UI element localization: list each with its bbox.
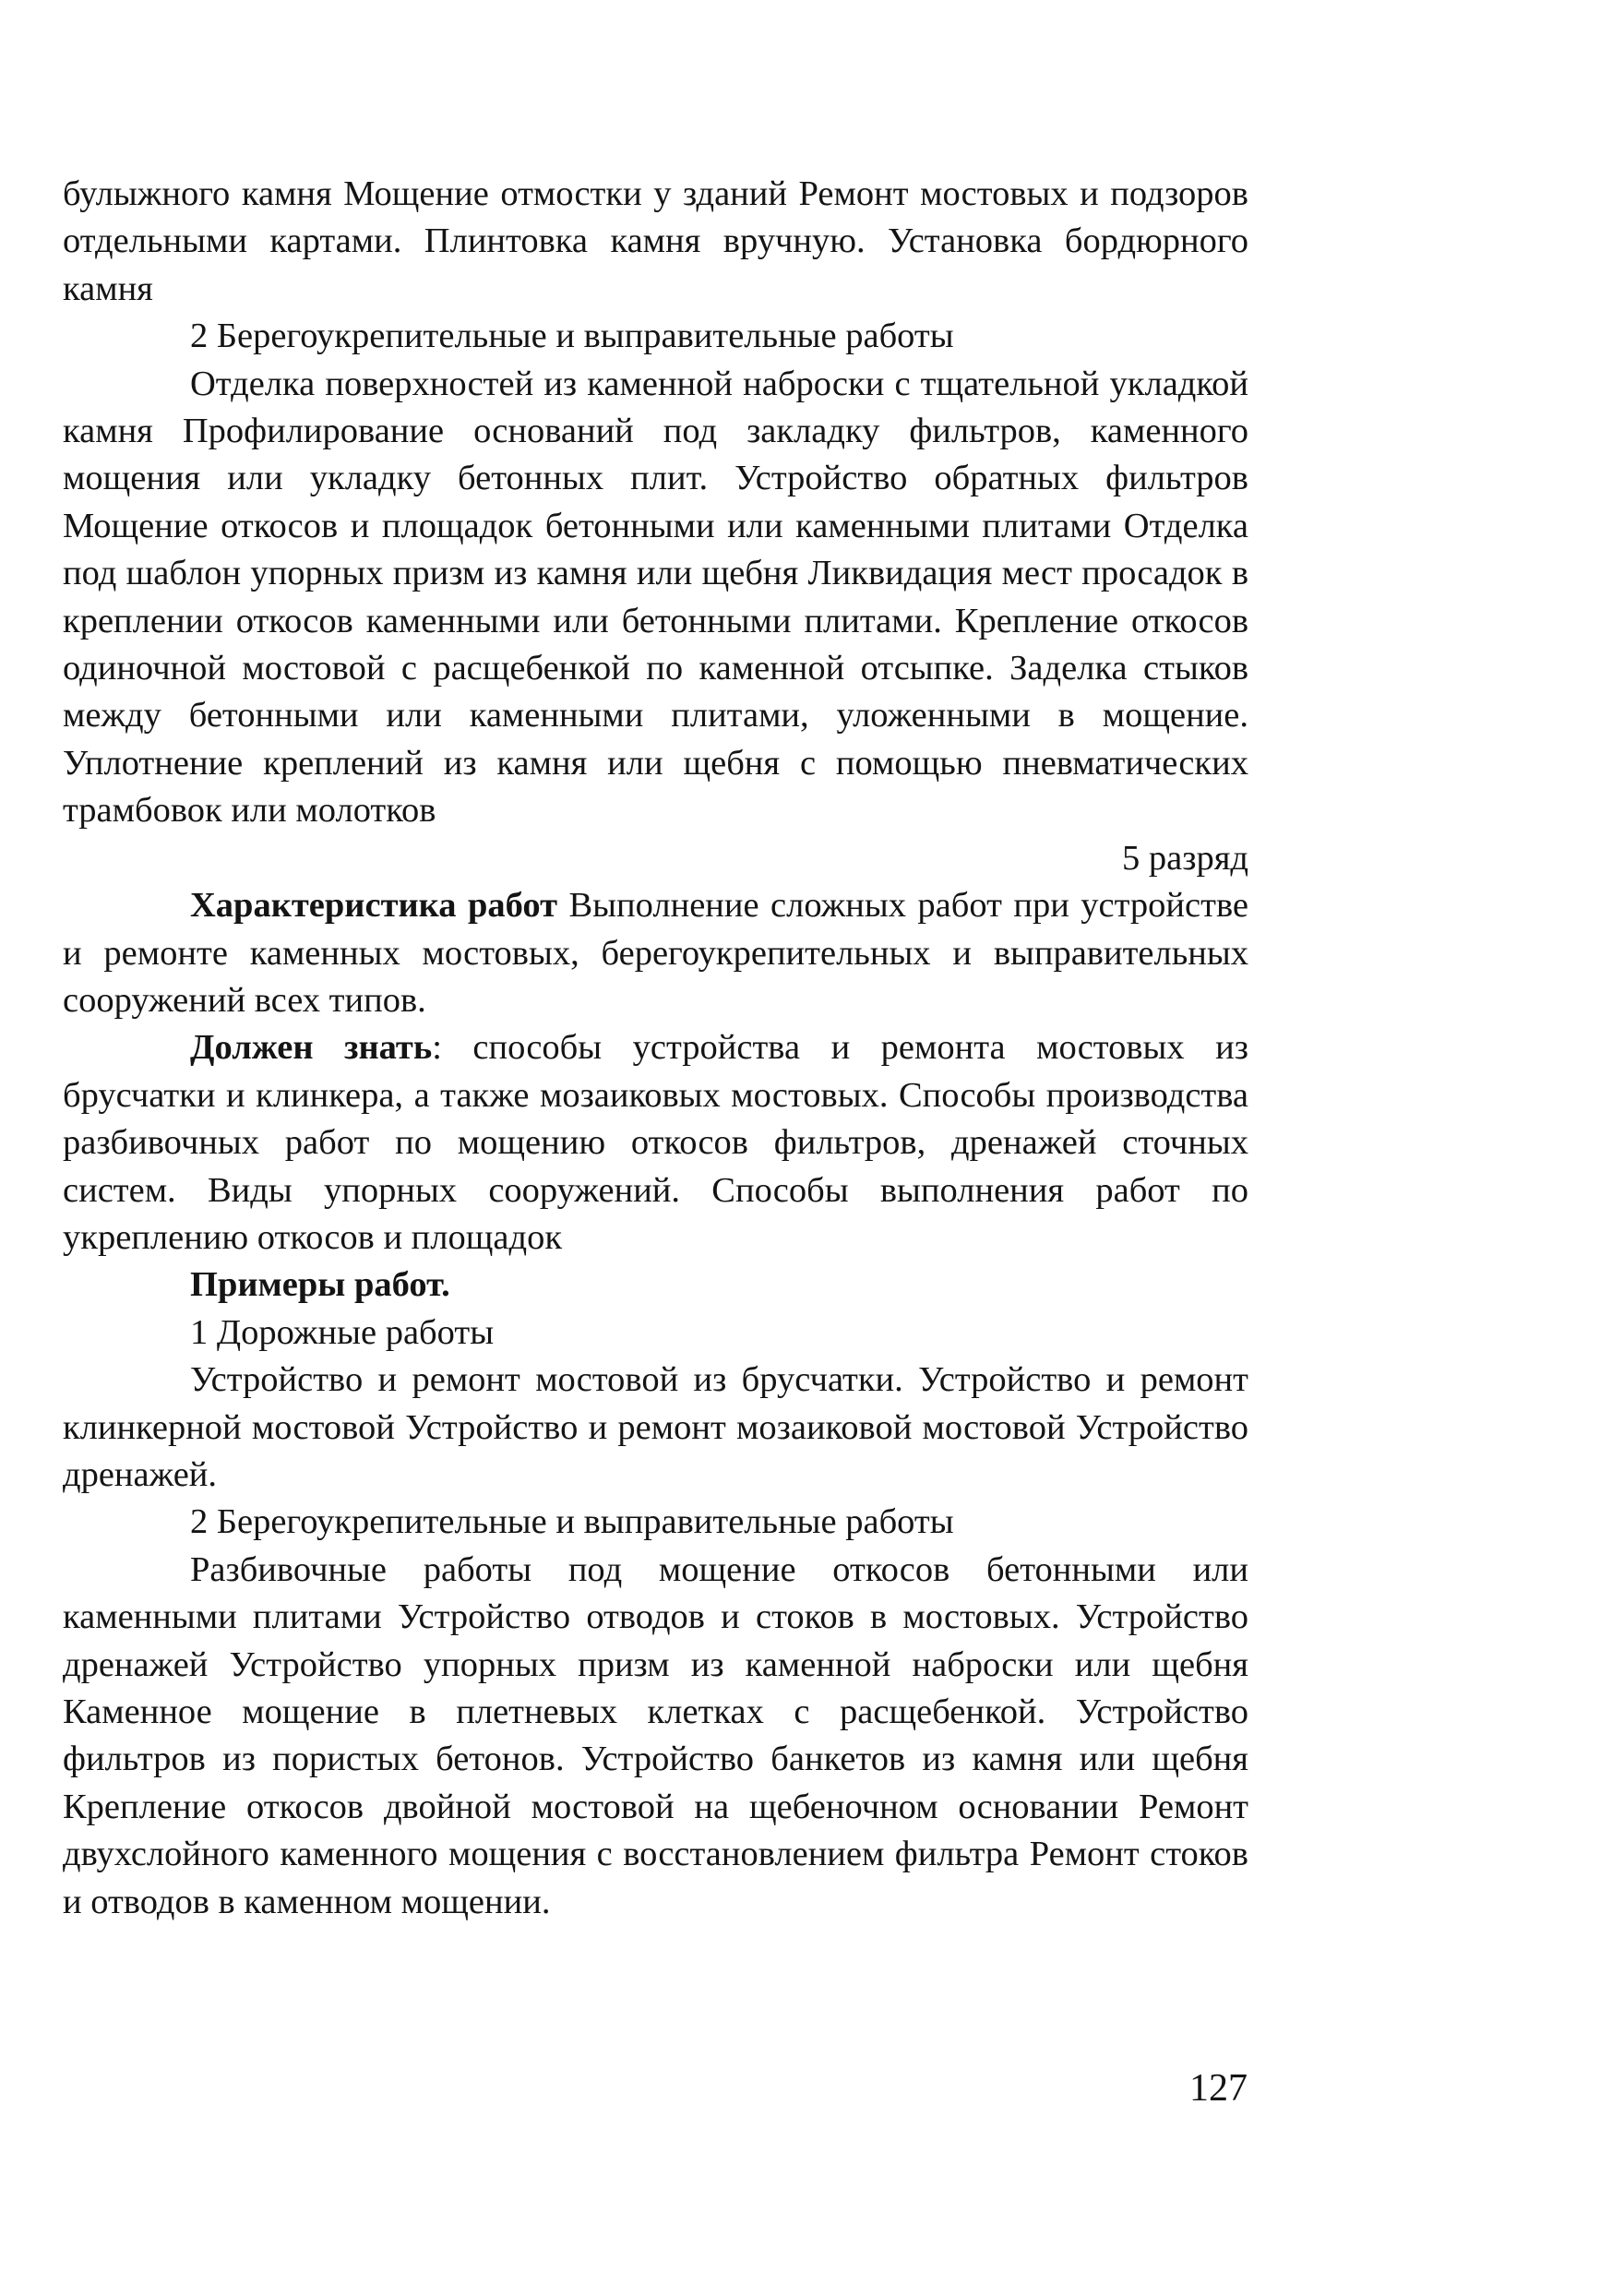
- paragraph: Разбивочные работы под мощение откосов бетонными или каменными плитами Устройство отводов и стоков в мостовых. Устройство дренажей Устройство упорных призм из каменной наброски или щебня Каменное мощение в плетневых клетках с расщебенкой. Устройство фильтров из пористых бетонов. Устройство банкетов из камня или щебня Крепление откосов двойной мостовой на щебеночном основании Ремонт двухслойного каменного мощения с восстановлением фильтра Ремонт стоков и отводов в каменном мощении.: [63, 1549, 1248, 1921]
- paragraph: Отделка поверхностей из каменной наброски с тщательной укладкой камня Профилирование оснований под закладку фильтров, каменного мощения или укладку бетонных плит. Устройство обратных фильтров Мощение откосов и площадок бетонными или каменными плитами Отделка под шаблон упорных призм из камня или щебня Ликвидация мест просадок в креплении откосов каменными или бетонными плитами. Крепление откосов одиночной мостовой с расщебенкой по каменной отсыпке. Заделка стыков между бетонными или каменными плитами, уложенными в мощение. Уплотнение креплений из камня или щебня с помощью пневматических трамбовок или молотков: [63, 364, 1248, 831]
- section-heading: 1 Дорожные работы: [190, 1312, 495, 1352]
- paragraph-body: Выполнение сложных работ при устройстве и ремонте каменных мостовых, берегоукрепительных и выправительных сооружений всех типов.: [63, 886, 1248, 1020]
- paragraph: [63, 882, 1248, 1024]
- paragraph: Устройство и ремонт мостовой из брусчатки. Устройство и ремонт клинкерной мостовой Устройство и ремонт мозаиковой мостовой Устройство дренажей.: [63, 1360, 1248, 1494]
- paragraph-body: : способы устройства и ремонта мостовых из брусчатки и клинкера, а также мозаиковых мостовых. Способы производства разбивочных работ по мощению откосов фильтров, дренажей сточных систем. Виды упорных сооружений. Способы выполнения работ по укреплению откосов и площадок: [63, 1028, 1248, 1257]
- examples-heading: Примеры работ.: [190, 1265, 450, 1305]
- section-heading: 2 Берегоукрепительные и выправительные работы: [190, 1502, 954, 1542]
- page-number: 127: [1189, 2067, 1248, 2110]
- grade-heading: 5 разряд: [1122, 838, 1248, 878]
- body-text: [63, 171, 1248, 1926]
- paragraph: [63, 1024, 1248, 1262]
- paragraph-label: Характеристика работ: [190, 886, 558, 926]
- section-heading: 2 Берегоукрепительные и выправительные работы: [190, 317, 954, 356]
- paragraph-label: Должен знать: [190, 1028, 433, 1068]
- paragraph: булыжного камня Мощение отмостки у зданий Ремонт мостовых и подзоров отдельными картами. Плинтовка камня вручную. Установка бордюрного камня: [63, 174, 1248, 308]
